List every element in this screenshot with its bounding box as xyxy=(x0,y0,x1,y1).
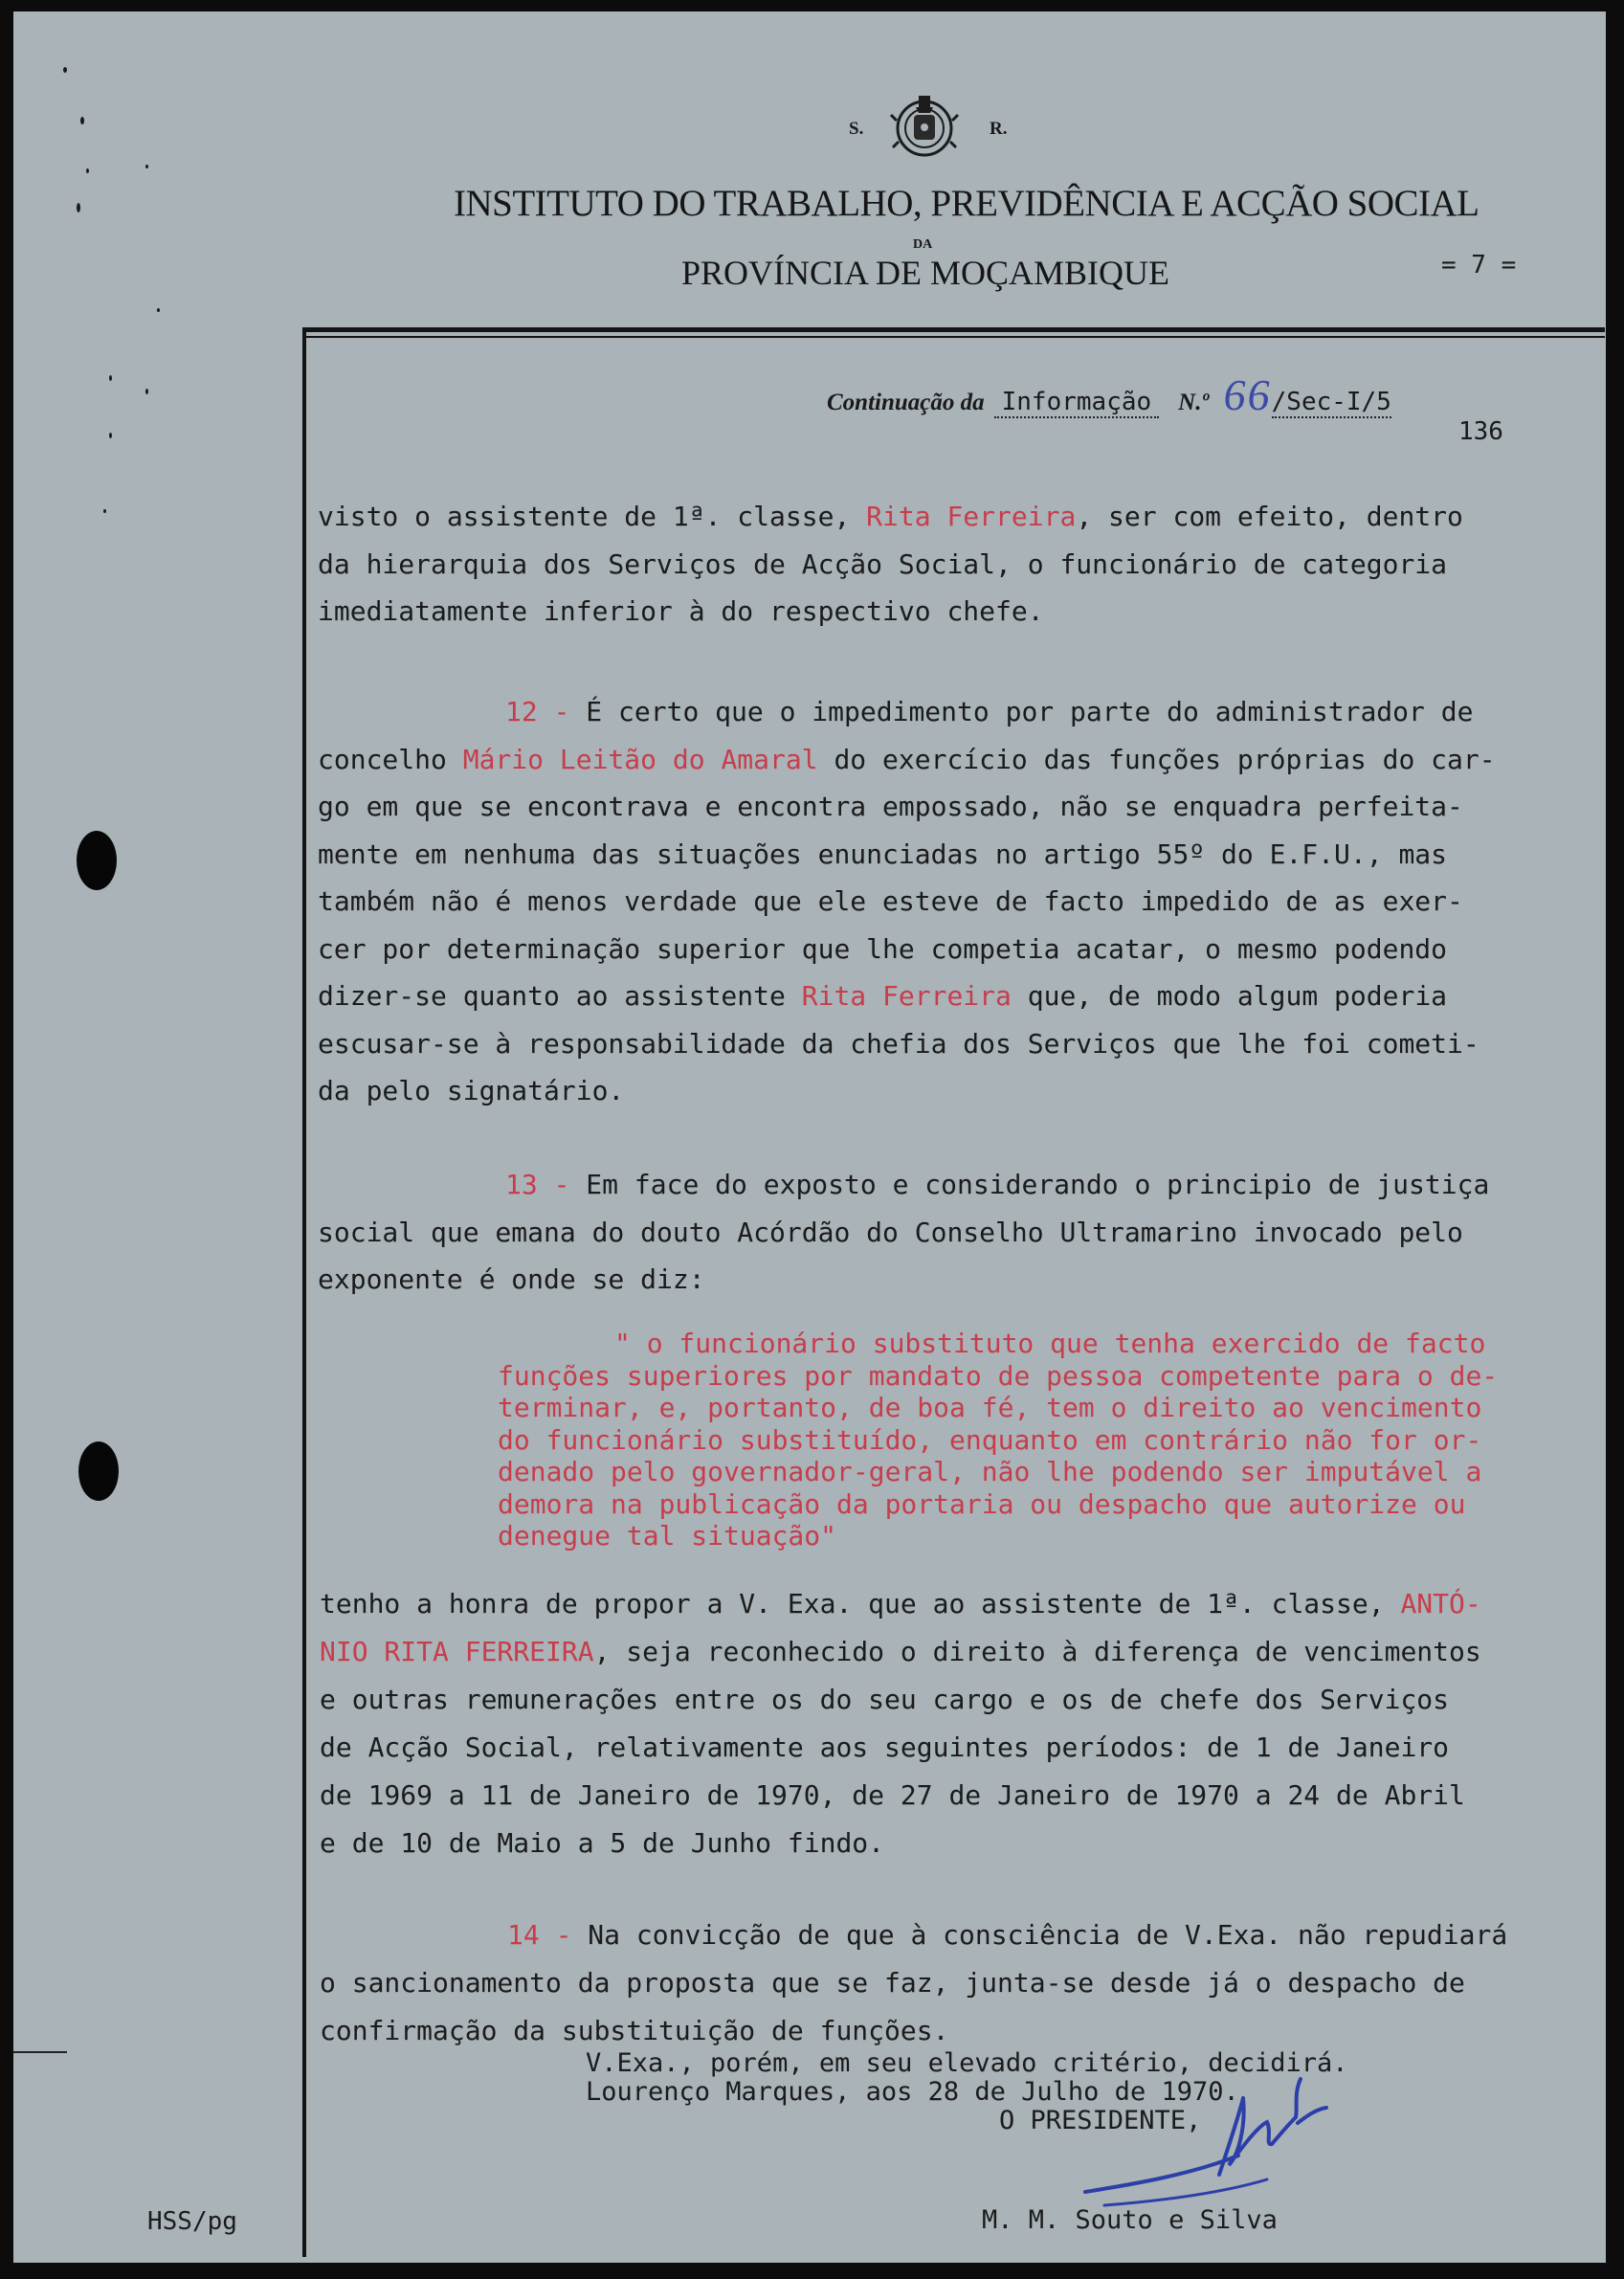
document-type: Informação xyxy=(994,388,1160,418)
text-line xyxy=(318,1263,705,1295)
highlighted-text: NIO RITA FERREIRA xyxy=(320,1636,594,1667)
line-text: visto o assistente de 1ª. classe, xyxy=(318,501,867,532)
punch-hole xyxy=(77,831,117,890)
highlighted-text: Mário Leitão do Amaral xyxy=(462,743,818,775)
reference-number: 136 xyxy=(1458,417,1503,446)
text-line xyxy=(318,1027,1479,1060)
closing-line: O PRESIDENTE, xyxy=(999,2106,1202,2135)
text-line xyxy=(320,1684,1450,1715)
continuation-line xyxy=(827,369,1391,420)
line-text: Na convicção de que à consciência de V.Exa. não repudiará xyxy=(588,1919,1508,1951)
quote-line: demora na publicação da portaria ou despacho que autorize ou xyxy=(498,1487,1466,1520)
quote-line: denegue tal situação" xyxy=(498,1520,837,1552)
left-border-rule xyxy=(302,331,306,2257)
text-line xyxy=(320,1779,1465,1811)
coat-of-arms-icon xyxy=(887,88,962,163)
closing-line: V.Exa., porém, em seu elevado critério, decidirá. xyxy=(586,2048,1348,2078)
quote-line: denado pelo governador-geral, não lhe podendo ser imputável a xyxy=(498,1456,1482,1487)
line-text: , seja reconhecido o direito à diferença de vencimentos xyxy=(593,1636,1481,1667)
scan-speck xyxy=(109,375,112,381)
scan-speck xyxy=(63,67,67,73)
line-text: imediatamente inferior à do respectivo chefe. xyxy=(318,595,1044,627)
scan-speck xyxy=(145,165,148,168)
scan-speck xyxy=(145,389,148,394)
line-text: o sancionamento da proposta que se faz, junta-se desde já o despacho de xyxy=(320,1967,1465,1999)
document-number: 66 xyxy=(1223,370,1272,419)
text-line xyxy=(318,793,1463,820)
scan-speck xyxy=(80,117,84,124)
line-text: cer por determinação superior que lhe competia acatar, o mesmo podendo xyxy=(318,932,1448,965)
text-line xyxy=(318,503,1463,530)
line-text: go em que se encontrava e encontra empossado, não se enquadra perfeita- xyxy=(318,791,1463,822)
punch-hole xyxy=(78,1441,119,1501)
text-line xyxy=(318,932,1448,965)
line-text: e outras remunerações entre os do seu cargo e os de chefe dos Serviços xyxy=(320,1684,1450,1715)
text-line xyxy=(318,547,1448,580)
text-line xyxy=(320,1588,1481,1620)
line-text: de Acção Social, relativamente aos seguintes períodos: de 1 de Janeiro xyxy=(320,1732,1450,1763)
line-text: escusar-se à responsabilidade da chefia dos Serviços que lhe foi cometi- xyxy=(318,1027,1479,1060)
institute-province: PROVÍNCIA DE MOÇAMBIQUE xyxy=(681,254,1170,292)
text-line xyxy=(318,885,1463,917)
highlighted-text: ANTÓ- xyxy=(1400,1588,1481,1620)
line-text: mente em nenhuma das situações enunciadas no artigo 55º do E.F.U., mas xyxy=(318,838,1448,870)
quote-line: " o funcionário substituto que tenha exercido de facto xyxy=(614,1328,1486,1359)
handwritten-signature xyxy=(1076,2041,1363,2213)
line-text: confirmação da substituição de funções. xyxy=(320,2015,949,2046)
seal-left-letter: S. xyxy=(849,119,864,139)
line-text: exponente é onde se diz: xyxy=(318,1263,705,1295)
text-line xyxy=(320,1636,1481,1667)
line-text: que, de modo algum poderia xyxy=(1011,980,1448,1012)
header-rule xyxy=(302,327,1605,332)
text-line xyxy=(320,1827,885,1859)
scan-speck xyxy=(86,168,89,173)
text-line xyxy=(320,1734,1449,1761)
highlighted-text: 12 - xyxy=(505,696,587,727)
highlighted-text: 14 - xyxy=(507,1919,589,1951)
highlighted-text: Rita Ferreira xyxy=(801,980,1012,1012)
highlighted-text: Rita Ferreira xyxy=(866,501,1077,532)
document-page xyxy=(13,11,1606,2263)
quote-line: do funcionário substituído, enquanto em contrário não for or- xyxy=(498,1423,1482,1456)
document-number-suffix: /Sec-I/5 xyxy=(1271,388,1391,416)
line-text: de 1969 a 11 de Janeiro de 1970, de 27 de Janeiro de 1970 a 24 de Abril xyxy=(320,1779,1465,1811)
text-line xyxy=(320,2015,949,2046)
line-text: e de 10 de Maio a 5 de Junho findo. xyxy=(320,1827,885,1859)
line-text: concelho xyxy=(318,743,463,775)
institute-title: INSTITUTO DO TRABALHO, PREVIDÊNCIA E ACÇÃO SOCIAL xyxy=(454,183,1479,224)
text-line xyxy=(320,1919,1508,1951)
text-line xyxy=(318,1216,1463,1248)
continuation-label: Continuação da xyxy=(827,390,985,415)
header-rule-thin xyxy=(302,336,1605,338)
line-text: Em face do exposto e considerando o principio de justiça xyxy=(586,1169,1490,1200)
text-line xyxy=(318,595,1044,627)
institute-da: DA xyxy=(913,237,933,252)
text-line xyxy=(318,1169,1490,1200)
line-text: tenho a honra de propor a V. Exa. que ao assistente de 1ª. classe, xyxy=(320,1588,1401,1620)
quote-line: funções superiores por mandato de pessoa competente para o de- xyxy=(498,1359,1499,1392)
text-line xyxy=(318,980,1448,1012)
closing-line: Lourenço Marques, aos 28 de Julho de 1970. xyxy=(586,2077,1239,2107)
line-text: , ser com efeito, dentro xyxy=(1076,501,1463,532)
page-number: = 7 = xyxy=(1441,251,1517,279)
line-text: social que emana do douto Acórdão do Conselho Ultramarino invocado pelo xyxy=(318,1216,1463,1248)
line-text: do exercício das funções próprias do car- xyxy=(817,743,1496,775)
line-text: da pelo signatário. xyxy=(318,1075,625,1106)
number-label: N.º xyxy=(1178,390,1209,415)
text-line xyxy=(318,696,1474,727)
line-text: também não é menos verdade que ele esteve de facto impedido de as exer- xyxy=(318,885,1463,917)
seal-right-letter: R. xyxy=(990,119,1008,139)
line-text: dizer-se quanto ao assistente xyxy=(318,980,802,1012)
line-text: É certo que o impedimento por parte do administrador de xyxy=(586,696,1474,727)
highlighted-text: 13 - xyxy=(505,1169,587,1200)
margin-rule xyxy=(13,2051,67,2053)
scan-speck xyxy=(109,433,112,438)
quote-line: terminar, e, portanto, de boa fé, tem o direito ao vencimento xyxy=(498,1392,1482,1423)
scan-speck xyxy=(103,509,106,513)
text-line xyxy=(318,1075,625,1106)
text-line xyxy=(320,1967,1465,1999)
line-text: da hierarquia dos Serviços de Acção Social, o funcionário de categoria xyxy=(318,547,1448,580)
scan-speck xyxy=(157,308,160,312)
text-line xyxy=(318,743,1496,775)
signatory-name: M. M. Souto e Silva xyxy=(982,2205,1278,2235)
typist-initials: HSS/pg xyxy=(147,2207,237,2236)
text-line xyxy=(318,838,1448,870)
